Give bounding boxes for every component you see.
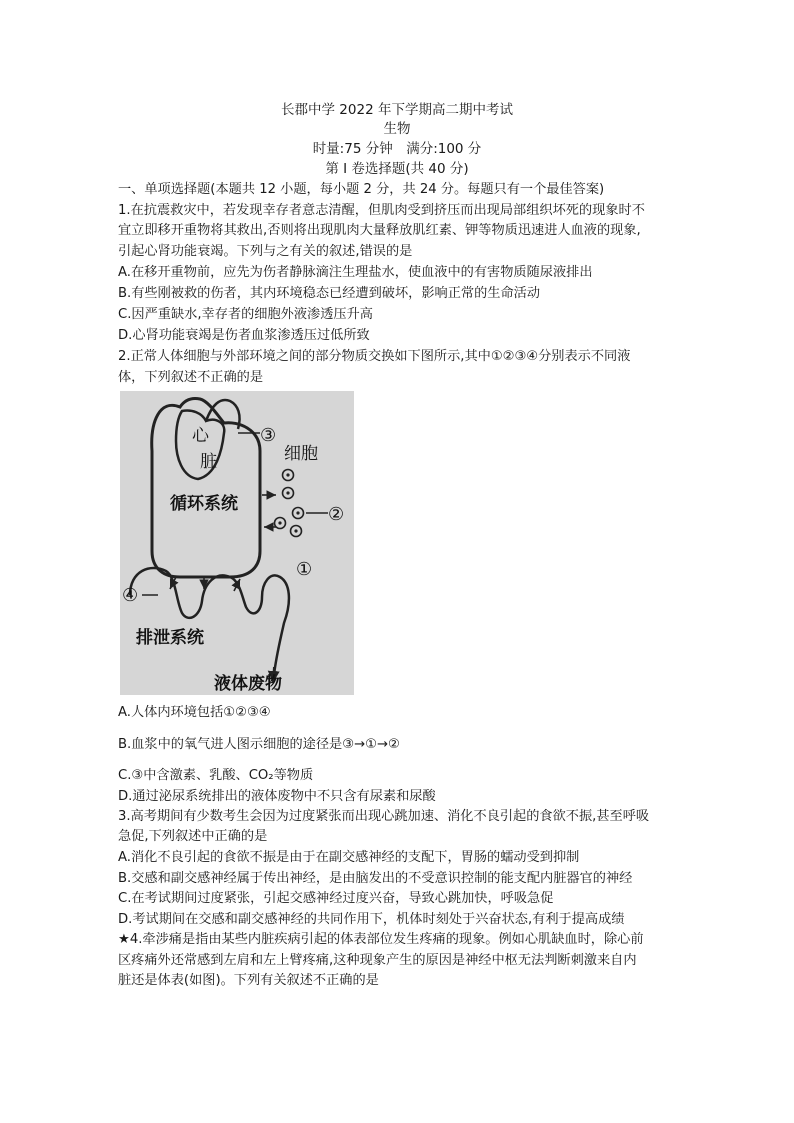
cell-dot-nucleus xyxy=(294,529,297,532)
q1-option-b: B.有些刚被救的伤者，其内环境稳态已经遭到破坏，影响正常的生命活动 xyxy=(118,286,541,301)
q3-option-b: B.交感和副交感神经属于传出神经，是由脑发出的不受意识控制的能支配内脏器官的神经 xyxy=(118,871,633,886)
label-3: ③ xyxy=(260,425,277,446)
part-heading: 一、单项选择题(本题共 12 小题，每小题 2 分，共 24 分。每题只有一个最佳答案) xyxy=(118,182,605,197)
subject-title: 生物 xyxy=(383,121,411,137)
q1-option-a: A.在移开重物前，应先为伤者静脉滴注生理盐水，使血液中的有害物质随尿液排出 xyxy=(118,265,593,280)
q1-stem-line: 1.在抗震救灾中，若发现幸存者意志清醒，但肌肉受到挤压而出现局部组织坏死的现象时不 xyxy=(118,203,645,218)
q2-option-d: D.通过泌尿系统排出的液体废物中不只含有尿素和尿酸 xyxy=(118,789,436,804)
section-title: 第 I 卷选择题(共 40 分) xyxy=(325,161,469,177)
q4-stem-line: 区疼痛外还常感到左肩和左上臂疼痛,这种现象产生的原因是神经中枢无法判断刺激来自内 xyxy=(118,953,637,968)
cell-dot-nucleus xyxy=(286,491,289,494)
diagram-svg xyxy=(120,391,354,695)
circulation-label: 循环系统 xyxy=(170,494,238,514)
waste-label: 液体废物 xyxy=(214,674,282,694)
cell-dot-nucleus xyxy=(286,473,289,476)
q1-option-c: C.因严重缺水,幸存者的细胞外液渗透压升高 xyxy=(118,307,373,322)
q2-option-a: A.人体内环境包括①②③④ xyxy=(118,705,271,720)
q3-stem-line: 急促,下列叙述中正确的是 xyxy=(118,829,268,844)
q2-stem-line: 体，下列叙述不正确的是 xyxy=(118,370,264,385)
cell-dot-nucleus xyxy=(296,511,299,514)
excretion-label: 排泄系统 xyxy=(136,628,204,648)
time-score-line: 时量:75 分钟 满分:100 分 xyxy=(312,141,482,157)
body-fluid-exchange-diagram xyxy=(120,391,354,695)
q2-option-c: C.③中含激素、乳酸、CO₂等物质 xyxy=(118,768,314,783)
heart-label-top: 心 xyxy=(192,426,209,446)
q4-stem-line: ★4.牵涉痛是指由某些内脏疾病引起的体表部位发生疼痛的现象。例如心肌缺血时，除心前 xyxy=(118,932,644,947)
label-1: ① xyxy=(296,559,313,580)
q3-stem-line: 3.高考期间有少数考生会因为过度紧张而出现心跳加速、消化不良引起的食欲不振,甚至呼吸 xyxy=(118,809,650,824)
heart-label-bottom: 脏 xyxy=(200,452,217,472)
q3-option-d: D.考试期间在交感和副交感神经的共同作用下，机体时刻处于兴奋状态,有利于提高成绩 xyxy=(118,912,625,927)
cell-dot-nucleus xyxy=(278,521,281,524)
q3-option-a: A.消化不良引起的食欲不振是由于在副交感神经的支配下，胃肠的蠕动受到抑制 xyxy=(118,850,580,865)
q1-stem-line: 引起心肾功能衰竭。下列与之有关的叙述,错误的是 xyxy=(118,244,413,259)
q3-option-c: C.在考试期间过度紧张，引起交感神经过度兴奋，导致心跳加快，呼吸急促 xyxy=(118,891,554,906)
exam-title: 长郡中学 2022 年下学期高二期中考试 xyxy=(281,102,513,118)
q4-stem-line: 脏还是体表(如图)。下列有关叙述不正确的是 xyxy=(118,973,379,988)
label-4: ④ xyxy=(122,585,139,606)
q1-stem-line: 宜立即移开重物将其救出,否则将出现肌肉大量释放肌红素、钾等物质迅速进人血液的现象, xyxy=(118,223,641,238)
q1-option-d: D.心肾功能衰竭是伤者血浆渗透压过低所致 xyxy=(118,328,370,343)
q2-option-b: B.血浆中的氧气进人图示细胞的途径是③→①→② xyxy=(118,737,400,752)
label-2: ② xyxy=(328,504,345,525)
q2-stem-line: 2.正常人体细胞与外部环境之间的部分物质交换如下图所示,其中①②③④分别表示不同液 xyxy=(118,349,631,364)
cell-label: 细胞 xyxy=(284,444,318,464)
diagram-background xyxy=(120,391,354,695)
